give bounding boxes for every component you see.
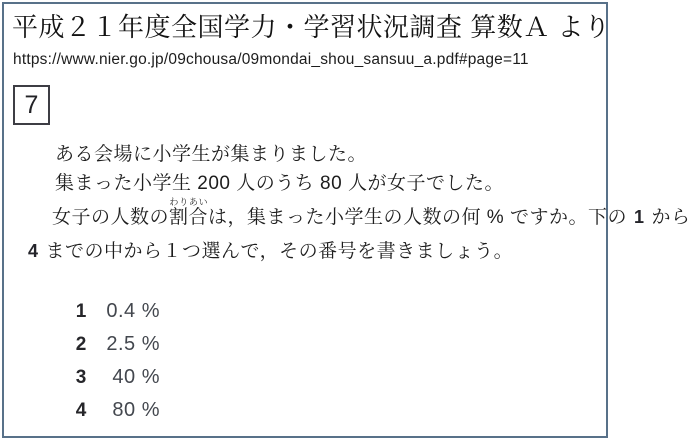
choice-value: 0.4 % <box>106 300 160 322</box>
question-number-box <box>13 85 50 125</box>
choice-row-1 <box>74 300 160 323</box>
choice-row-4 <box>74 399 160 422</box>
choice-value: 80 % <box>112 399 160 421</box>
line3-segment-2: は，集まった小学生の人数の何 % ですか。下の <box>208 207 627 228</box>
source-url: https://www.nier.go.jp/09chousa/09mondai_shou_sansuu_a.pdf#page=11 <box>13 51 529 68</box>
document-title: 平成２１年度全国学力・学習状況調査 算数Ａ より <box>12 12 611 42</box>
answer-choices <box>74 300 160 432</box>
line3-option-ref-1: 1 <box>633 207 645 227</box>
question-number: 7 <box>24 90 39 119</box>
problem-text-line-3 <box>52 197 691 230</box>
ruby-base: 割合 <box>169 207 209 228</box>
line4-option-ref-4: 4 <box>28 241 39 261</box>
choice-number: 4 <box>75 400 87 421</box>
choice-value: 40 % <box>112 366 160 388</box>
line3-segment-1: 女子の人数の <box>52 207 170 228</box>
problem-text-line-1: ある会場に小学生が集まりました。 <box>55 144 368 165</box>
ruby-furigana: わりあい <box>169 197 209 207</box>
problem-text-line-4 <box>28 239 513 264</box>
choice-number: 1 <box>75 301 87 322</box>
choice-value: 2.5 % <box>106 333 160 355</box>
choice-number: 2 <box>75 334 87 355</box>
line4-text: までの中から１つ選んで，その番号を書きましょう。 <box>45 241 514 262</box>
problem-text-line-2: 集まった小学生 200 人のうち 80 人が女子でした。 <box>55 173 504 194</box>
choice-row-2 <box>74 333 160 356</box>
ruby-wariai <box>169 197 209 228</box>
choice-number: 3 <box>75 367 87 388</box>
choice-row-3 <box>74 366 160 389</box>
line3-segment-3: から <box>651 207 691 228</box>
